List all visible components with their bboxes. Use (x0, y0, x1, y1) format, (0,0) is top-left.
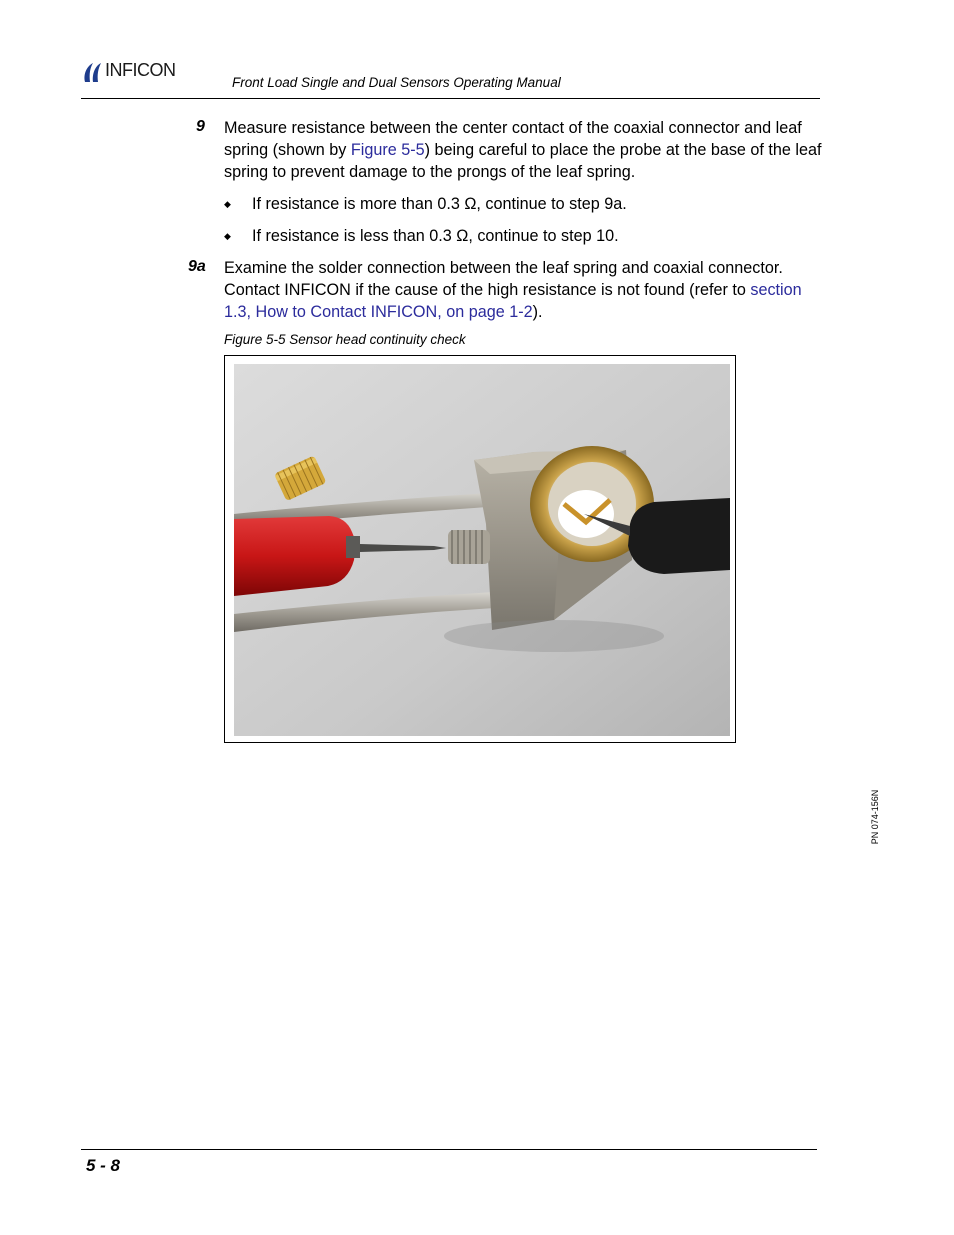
step-number-9a: 9a (188, 258, 206, 275)
diamond-bullet-icon: ◆ (224, 231, 231, 241)
step-9-text-part1: Measure resistance between the center contact of the coaxial connector and leaf spring (shown by (224, 119, 802, 159)
step-9a-text-part1: Examine the solder connection between the leaf spring and coaxial connector. Contact INFICON if the cause of the high resistance is not found (refer to (224, 259, 783, 299)
manual-title: Front Load Single and Dual Sensors Operating Manual (232, 75, 561, 90)
bullet-text: If resistance is less than 0.3 Ω, continue to step 10. (252, 227, 619, 245)
diamond-bullet-icon: ◆ (224, 199, 231, 209)
figure-5-5-link[interactable]: Figure 5-5 (350, 141, 425, 159)
bullet-item (224, 193, 627, 215)
section-1-3-link[interactable]: section 1.3, How to Contact INFICON, on page 1-2 (224, 281, 802, 321)
step-9-text (224, 117, 824, 183)
figure-caption: Figure 5-5 Sensor head continuity check (224, 332, 466, 347)
page-number: 5 - 8 (86, 1156, 121, 1175)
figure-frame (224, 355, 736, 743)
step-9a-text-part2: ). (532, 303, 543, 321)
bullet-text: If resistance is more than 0.3 Ω, continue to step 9a. (252, 195, 627, 213)
step-9a-text (224, 257, 824, 323)
step-number-9: 9 (196, 118, 205, 135)
step-9-text-part2: ) being careful to place the probe at the base of the leaf spring to prevent damage to the prongs of the leaf spring. (224, 141, 822, 181)
footer-divider (81, 1149, 817, 1150)
logo-text: INFICON (105, 60, 176, 80)
bullet-item (224, 225, 619, 247)
inficon-logo (81, 58, 201, 86)
header-divider (81, 98, 820, 99)
sensor-head-continuity-photo (234, 364, 730, 736)
inficon-logo-mark-icon (81, 60, 103, 84)
part-number-label: PN 074-156N (870, 789, 880, 845)
